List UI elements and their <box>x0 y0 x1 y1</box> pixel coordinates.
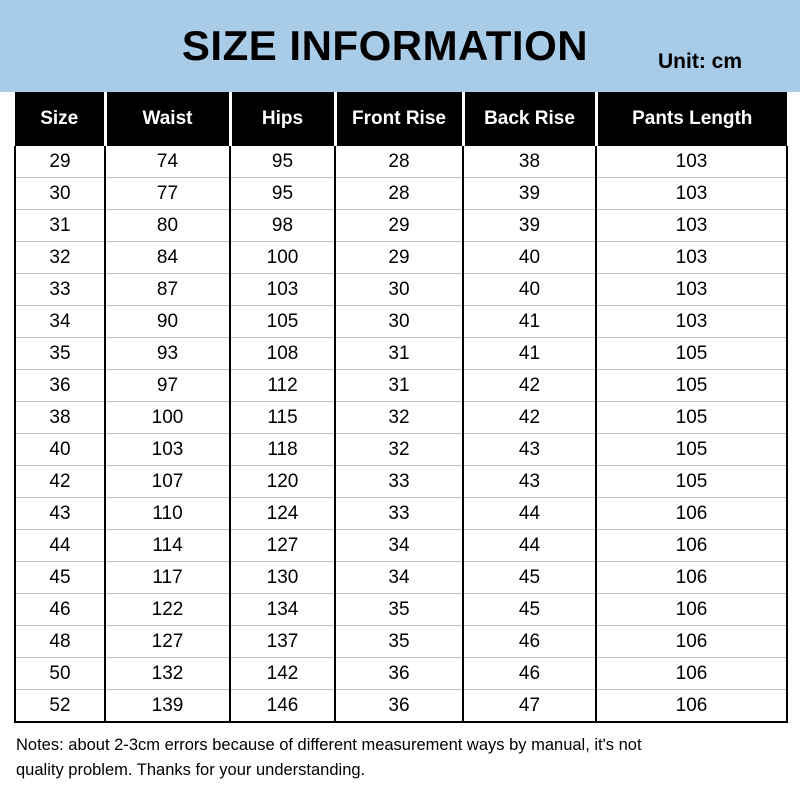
table-cell: 137 <box>230 626 335 658</box>
table-row <box>15 498 787 530</box>
table-cell: 36 <box>15 370 105 402</box>
table-cell: 31 <box>335 370 463 402</box>
table-cell: 90 <box>105 306 230 338</box>
table-cell: 39 <box>463 178 596 210</box>
table-cell: 28 <box>335 178 463 210</box>
table-row <box>15 466 787 498</box>
size-table-container <box>0 92 800 723</box>
table-cell: 48 <box>15 626 105 658</box>
column-header-waist: Waist <box>105 92 230 146</box>
table-cell: 117 <box>105 562 230 594</box>
table-cell: 50 <box>15 658 105 690</box>
table-cell: 30 <box>335 274 463 306</box>
table-row <box>15 690 787 723</box>
table-cell: 103 <box>105 434 230 466</box>
table-cell: 127 <box>105 626 230 658</box>
table-cell: 127 <box>230 530 335 562</box>
table-cell: 29 <box>335 210 463 242</box>
table-cell: 38 <box>15 402 105 434</box>
table-cell: 46 <box>463 626 596 658</box>
table-cell: 42 <box>463 402 596 434</box>
table-cell: 32 <box>15 242 105 274</box>
size-table <box>14 92 788 723</box>
table-cell: 40 <box>463 242 596 274</box>
table-cell: 107 <box>105 466 230 498</box>
column-header-size: Size <box>15 92 105 146</box>
table-cell: 105 <box>230 306 335 338</box>
table-cell: 33 <box>335 498 463 530</box>
table-cell: 134 <box>230 594 335 626</box>
table-cell: 45 <box>15 562 105 594</box>
table-cell: 30 <box>15 178 105 210</box>
table-cell: 124 <box>230 498 335 530</box>
table-cell: 33 <box>15 274 105 306</box>
table-row <box>15 338 787 370</box>
table-cell: 43 <box>463 466 596 498</box>
table-cell: 35 <box>335 594 463 626</box>
table-cell: 130 <box>230 562 335 594</box>
table-cell: 40 <box>15 434 105 466</box>
table-cell: 106 <box>596 626 787 658</box>
table-cell: 103 <box>596 274 787 306</box>
table-cell: 46 <box>463 658 596 690</box>
table-row <box>15 274 787 306</box>
table-cell: 142 <box>230 658 335 690</box>
table-header <box>15 92 787 146</box>
table-cell: 29 <box>15 146 105 178</box>
table-cell: 31 <box>335 338 463 370</box>
table-row <box>15 594 787 626</box>
table-cell: 41 <box>463 306 596 338</box>
table-cell: 103 <box>596 178 787 210</box>
table-cell: 105 <box>596 402 787 434</box>
table-cell: 114 <box>105 530 230 562</box>
table-cell: 106 <box>596 498 787 530</box>
table-cell: 38 <box>463 146 596 178</box>
table-cell: 42 <box>463 370 596 402</box>
table-cell: 103 <box>596 146 787 178</box>
table-cell: 103 <box>596 210 787 242</box>
table-cell: 110 <box>105 498 230 530</box>
table-cell: 40 <box>463 274 596 306</box>
table-row <box>15 402 787 434</box>
table-cell: 39 <box>463 210 596 242</box>
column-header-pants-length: Pants Length <box>596 92 787 146</box>
table-cell: 33 <box>335 466 463 498</box>
table-cell: 45 <box>463 562 596 594</box>
column-header-hips: Hips <box>230 92 335 146</box>
table-cell: 32 <box>335 434 463 466</box>
table-cell: 44 <box>15 530 105 562</box>
table-row <box>15 562 787 594</box>
table-row <box>15 178 787 210</box>
table-cell: 97 <box>105 370 230 402</box>
table-cell: 105 <box>596 434 787 466</box>
table-row <box>15 434 787 466</box>
table-cell: 112 <box>230 370 335 402</box>
table-cell: 106 <box>596 562 787 594</box>
column-header-back-rise: Back Rise <box>463 92 596 146</box>
notes-line-1: Notes: about 2-3cm errors because of different measurement ways by manual, it's not <box>16 736 642 754</box>
table-cell: 32 <box>335 402 463 434</box>
table-cell: 31 <box>15 210 105 242</box>
table-cell: 43 <box>15 498 105 530</box>
table-cell: 95 <box>230 146 335 178</box>
table-row <box>15 658 787 690</box>
table-cell: 115 <box>230 402 335 434</box>
table-cell: 44 <box>463 530 596 562</box>
table-cell: 77 <box>105 178 230 210</box>
table-cell: 34 <box>15 306 105 338</box>
header-row <box>15 92 787 146</box>
table-cell: 108 <box>230 338 335 370</box>
table-cell: 103 <box>596 242 787 274</box>
table-cell: 139 <box>105 690 230 723</box>
table-cell: 34 <box>335 562 463 594</box>
table-row <box>15 210 787 242</box>
table-cell: 36 <box>335 690 463 723</box>
table-cell: 122 <box>105 594 230 626</box>
table-cell: 35 <box>15 338 105 370</box>
table-cell: 120 <box>230 466 335 498</box>
table-cell: 80 <box>105 210 230 242</box>
table-cell: 106 <box>596 690 787 723</box>
column-header-front-rise: Front Rise <box>335 92 463 146</box>
table-cell: 87 <box>105 274 230 306</box>
table-cell: 103 <box>596 306 787 338</box>
unit-label: Unit: cm <box>658 50 742 73</box>
table-row <box>15 306 787 338</box>
table-cell: 98 <box>230 210 335 242</box>
title-banner <box>0 0 800 92</box>
table-cell: 29 <box>335 242 463 274</box>
table-cell: 95 <box>230 178 335 210</box>
page-title: SIZE INFORMATION <box>181 22 589 69</box>
table-cell: 44 <box>463 498 596 530</box>
table-cell: 46 <box>15 594 105 626</box>
table-cell: 103 <box>230 274 335 306</box>
table-cell: 105 <box>596 338 787 370</box>
table-cell: 28 <box>335 146 463 178</box>
table-cell: 41 <box>463 338 596 370</box>
table-cell: 34 <box>335 530 463 562</box>
table-cell: 106 <box>596 658 787 690</box>
notes-line-2: quality problem. Thanks for your understanding. <box>16 760 366 779</box>
table-cell: 132 <box>105 658 230 690</box>
table-cell: 105 <box>596 370 787 402</box>
table-body <box>15 146 787 722</box>
table-cell: 52 <box>15 690 105 723</box>
table-cell: 35 <box>335 626 463 658</box>
table-cell: 42 <box>15 466 105 498</box>
table-cell: 36 <box>335 658 463 690</box>
notes-block <box>0 723 800 783</box>
table-cell: 93 <box>105 338 230 370</box>
table-cell: 45 <box>463 594 596 626</box>
table-cell: 47 <box>463 690 596 723</box>
table-cell: 30 <box>335 306 463 338</box>
table-cell: 84 <box>105 242 230 274</box>
table-row <box>15 242 787 274</box>
table-cell: 106 <box>596 594 787 626</box>
table-cell: 106 <box>596 530 787 562</box>
table-cell: 118 <box>230 434 335 466</box>
table-cell: 105 <box>596 466 787 498</box>
table-row <box>15 146 787 178</box>
table-row <box>15 530 787 562</box>
table-row <box>15 370 787 402</box>
table-cell: 43 <box>463 434 596 466</box>
table-cell: 100 <box>105 402 230 434</box>
table-row <box>15 626 787 658</box>
table-cell: 146 <box>230 690 335 723</box>
table-cell: 100 <box>230 242 335 274</box>
table-cell: 74 <box>105 146 230 178</box>
